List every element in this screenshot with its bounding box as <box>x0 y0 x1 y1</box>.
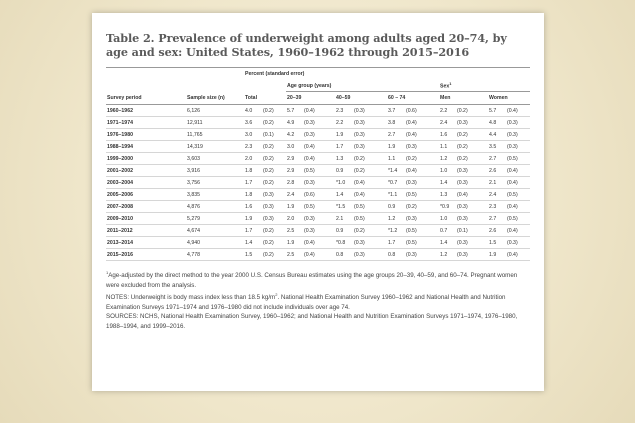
cell-total: 1.6 <box>244 201 262 213</box>
header-total: Total <box>244 92 286 105</box>
table-row <box>106 213 530 225</box>
table-row <box>106 225 530 237</box>
cell-women-se: (0.3) <box>506 141 530 153</box>
cell-women: 2.1 <box>488 177 506 189</box>
cell-period: 1960–1962 <box>106 105 186 117</box>
cell-a2: 2.1 <box>335 213 353 225</box>
header-age-20-39: 20–39 <box>286 92 335 105</box>
cell-a3: *1.4 <box>387 165 405 177</box>
cell-total-se: (0.2) <box>262 225 286 237</box>
cell-men-se: (0.3) <box>456 117 488 129</box>
cell-a2: 0.9 <box>335 225 353 237</box>
sources-text: SOURCES: NCHS, National Health Examination Survey, 1960–1962; and National Health and Nutrition Examination Surveys 1971–1974, 1976–1980, 1988–1994, and 1999–2016. <box>106 313 518 330</box>
cell-women: 2.4 <box>488 189 506 201</box>
cell-men-se: (0.3) <box>456 165 488 177</box>
cell-a2-se: (0.3) <box>353 117 387 129</box>
cell-a1-se: (0.4) <box>303 237 335 249</box>
cell-women: 2.7 <box>488 153 506 165</box>
cell-men-se: (0.2) <box>456 105 488 117</box>
header-sex-group: Sex$^1$ <box>439 80 530 92</box>
cell-n: 4,674 <box>186 225 244 237</box>
cell-a1: 3.0 <box>286 141 303 153</box>
cell-women: 3.5 <box>488 141 506 153</box>
cell-period: 2005–2006 <box>106 189 186 201</box>
header-women: Women <box>488 92 530 105</box>
cell-total: 1.4 <box>244 237 262 249</box>
cell-women: 4.8 <box>488 117 506 129</box>
cell-women: 1.5 <box>488 237 506 249</box>
cell-total: 2.3 <box>244 141 262 153</box>
cell-period: 2013–2014 <box>106 237 186 249</box>
header-sample-size: Sample size (n) <box>186 92 244 105</box>
cell-a3: 1.2 <box>387 213 405 225</box>
cell-women: 5.7 <box>488 105 506 117</box>
cell-total: 2.0 <box>244 153 262 165</box>
cell-a2-se: (0.3) <box>353 237 387 249</box>
cell-a2-se: (0.5) <box>353 201 387 213</box>
cell-men: 0.7 <box>439 225 456 237</box>
cell-a1: 2.9 <box>286 153 303 165</box>
table-row <box>106 117 530 129</box>
cell-a3: 2.7 <box>387 129 405 141</box>
cell-a3-se: (0.5) <box>405 189 439 201</box>
cell-a2-se: (0.2) <box>353 225 387 237</box>
table-row <box>106 189 530 201</box>
cell-a1: 2.8 <box>286 177 303 189</box>
cell-women: 2.6 <box>488 225 506 237</box>
cell-a2: 1.4 <box>335 189 353 201</box>
cell-women-se: (0.4) <box>506 105 530 117</box>
cell-a3-se: (0.6) <box>405 105 439 117</box>
table-row <box>106 201 530 213</box>
cell-n: 3,916 <box>186 165 244 177</box>
cell-women-se: (0.3) <box>506 117 530 129</box>
cell-a3: 0.9 <box>387 201 405 213</box>
cell-a3-se: (0.5) <box>405 237 439 249</box>
cell-a1: 4.2 <box>286 129 303 141</box>
cell-men: 1.2 <box>439 249 456 261</box>
cell-a2-se: (0.3) <box>353 105 387 117</box>
cell-a1-se: (0.4) <box>303 249 335 261</box>
cell-total: 3.6 <box>244 117 262 129</box>
cell-a1: 1.9 <box>286 201 303 213</box>
cell-total: 1.8 <box>244 189 262 201</box>
cell-total-se: (0.3) <box>262 189 286 201</box>
cell-a3: 1.1 <box>387 153 405 165</box>
cell-n: 4,876 <box>186 201 244 213</box>
cell-a3-se: (0.4) <box>405 129 439 141</box>
cell-men: 2.2 <box>439 105 456 117</box>
cell-women-se: (0.5) <box>506 189 530 201</box>
cell-women: 2.6 <box>488 165 506 177</box>
cell-n: 5,279 <box>186 213 244 225</box>
cell-men-se: (0.2) <box>456 141 488 153</box>
cell-a1: 1.9 <box>286 237 303 249</box>
cell-a2-se: (0.4) <box>353 177 387 189</box>
cell-women: 2.7 <box>488 213 506 225</box>
table-row <box>106 165 530 177</box>
cell-n: 11,765 <box>186 129 244 141</box>
cell-men: 2.4 <box>439 117 456 129</box>
cell-a3: *1.1 <box>387 189 405 201</box>
cell-a3-se: (0.3) <box>405 177 439 189</box>
cell-a1-se: (0.5) <box>303 201 335 213</box>
header-men: Men <box>439 92 488 105</box>
cell-women-se: (0.3) <box>506 237 530 249</box>
cell-women-se: (0.4) <box>506 225 530 237</box>
cell-men: 1.3 <box>439 189 456 201</box>
cell-men-se: (0.3) <box>456 249 488 261</box>
header-age-60-74: 60 – 74 <box>387 92 439 105</box>
header-survey-period: Survey period <box>106 92 186 105</box>
cell-a3-se: (0.5) <box>405 225 439 237</box>
cell-men-se: (0.1) <box>456 225 488 237</box>
cell-n: 3,756 <box>186 177 244 189</box>
cell-n: 6,126 <box>186 105 244 117</box>
header-age-group: Age group (years) <box>286 80 439 92</box>
cell-total: 1.7 <box>244 177 262 189</box>
cell-a3-se: (0.4) <box>405 165 439 177</box>
cell-men: 1.1 <box>439 141 456 153</box>
cell-total-se: (0.2) <box>262 249 286 261</box>
cell-total: 3.0 <box>244 129 262 141</box>
cell-a1-se: (0.4) <box>303 141 335 153</box>
cell-n: 3,603 <box>186 153 244 165</box>
cell-n: 4,940 <box>186 237 244 249</box>
cell-a2-se: (0.2) <box>353 165 387 177</box>
cell-period: 2003–2004 <box>106 177 186 189</box>
cell-n: 14,319 <box>186 141 244 153</box>
header-percent-group: Percent (standard error) <box>244 68 530 81</box>
cell-a1: 2.4 <box>286 189 303 201</box>
cell-a1: 2.0 <box>286 213 303 225</box>
cell-a2: *0.8 <box>335 237 353 249</box>
cell-a3-se: (0.3) <box>405 141 439 153</box>
cell-a3: *0.7 <box>387 177 405 189</box>
cell-a2-se: (0.5) <box>353 213 387 225</box>
cell-total-se: (0.1) <box>262 129 286 141</box>
cell-a3-se: (0.2) <box>405 201 439 213</box>
header-age-40-59: 40–59 <box>335 92 387 105</box>
cell-women: 4.4 <box>488 129 506 141</box>
cell-a1: 5.7 <box>286 105 303 117</box>
cell-a2: 1.7 <box>335 141 353 153</box>
cell-a2: 2.3 <box>335 105 353 117</box>
cell-a1-se: (0.3) <box>303 213 335 225</box>
cell-total-se: (0.2) <box>262 105 286 117</box>
notes-text: NOTES: Underweight is body mass index less than 18.5 $kg/m^2$. National Health Examination Survey 1960–1962 and National Health and Nutrition Examination Surveys 1971–1974 and 1976–1980 did not include individuals over age 74. <box>106 292 506 311</box>
cell-total-se: (0.2) <box>262 165 286 177</box>
cell-a3: 1.9 <box>387 141 405 153</box>
cell-total: 1.5 <box>244 249 262 261</box>
cell-a1-se: (0.4) <box>303 105 335 117</box>
cell-period: 1971–1974 <box>106 117 186 129</box>
cell-a3: 1.7 <box>387 237 405 249</box>
cell-women-se: (0.4) <box>506 177 530 189</box>
cell-men-se: (0.3) <box>456 201 488 213</box>
cell-a3-se: (0.4) <box>405 117 439 129</box>
cell-men: 1.0 <box>439 213 456 225</box>
cell-women-se: (0.5) <box>506 153 530 165</box>
cell-a1-se: (0.4) <box>303 153 335 165</box>
table-row <box>106 237 530 249</box>
cell-a2-se: (0.2) <box>353 153 387 165</box>
cell-a2: 0.9 <box>335 165 353 177</box>
cell-total-se: (0.2) <box>262 177 286 189</box>
cell-women-se: (0.4) <box>506 165 530 177</box>
cell-men: 1.6 <box>439 129 456 141</box>
cell-a3: 0.8 <box>387 249 405 261</box>
table-card <box>92 13 544 391</box>
cell-men-se: (0.2) <box>456 153 488 165</box>
table-row <box>106 129 530 141</box>
cell-men: *0.9 <box>439 201 456 213</box>
cell-a1: 4.9 <box>286 117 303 129</box>
cell-period: 1988–1994 <box>106 141 186 153</box>
cell-n: 3,835 <box>186 189 244 201</box>
cell-men-se: (0.4) <box>456 189 488 201</box>
data-table <box>106 67 530 261</box>
cell-men: 1.0 <box>439 165 456 177</box>
cell-a1-se: (0.3) <box>303 225 335 237</box>
cell-total-se: (0.3) <box>262 213 286 225</box>
footnote: $^1$Age-adjusted by the direct method to the year 2000 U.S. Census Bureau estimates using the age groups 20–39, 40–59, and 60–74. Pregnant women were excluded from the analysis. <box>106 270 518 289</box>
cell-a2: *1.0 <box>335 177 353 189</box>
cell-women-se: (0.5) <box>506 213 530 225</box>
cell-a1: 2.5 <box>286 225 303 237</box>
cell-period: 2007–2008 <box>106 201 186 213</box>
cell-period: 1999–2000 <box>106 153 186 165</box>
cell-a2: 1.3 <box>335 153 353 165</box>
cell-men: 1.4 <box>439 237 456 249</box>
table-row <box>106 153 530 165</box>
cell-a2: 2.2 <box>335 117 353 129</box>
table-row <box>106 141 530 153</box>
cell-n: 12,911 <box>186 117 244 129</box>
cell-men-se: (0.3) <box>456 237 488 249</box>
cell-a3: *1.2 <box>387 225 405 237</box>
table-notes <box>106 268 530 331</box>
cell-men-se: (0.3) <box>456 177 488 189</box>
cell-men: 1.4 <box>439 177 456 189</box>
cell-total-se: (0.2) <box>262 117 286 129</box>
cell-a3-se: (0.3) <box>405 213 439 225</box>
cell-a2-se: (0.3) <box>353 129 387 141</box>
cell-men: 1.2 <box>439 153 456 165</box>
cell-a1-se: (0.3) <box>303 177 335 189</box>
cell-a1-se: (0.6) <box>303 189 335 201</box>
cell-women-se: (0.4) <box>506 201 530 213</box>
table-row <box>106 177 530 189</box>
cell-total-se: (0.2) <box>262 153 286 165</box>
cell-total-se: (0.2) <box>262 141 286 153</box>
cell-men-se: (0.3) <box>456 213 488 225</box>
cell-a3-se: (0.2) <box>405 153 439 165</box>
cell-n: 4,778 <box>186 249 244 261</box>
cell-period: 2011–2012 <box>106 225 186 237</box>
cell-a2: 1.9 <box>335 129 353 141</box>
cell-period: 2015–2016 <box>106 249 186 261</box>
cell-total: 1.7 <box>244 225 262 237</box>
cell-period: 2001–2002 <box>106 165 186 177</box>
cell-women: 2.3 <box>488 201 506 213</box>
cell-a2: *1.5 <box>335 201 353 213</box>
table-row <box>106 105 530 117</box>
cell-a2: 0.8 <box>335 249 353 261</box>
cell-men-se: (0.2) <box>456 129 488 141</box>
cell-total: 4.0 <box>244 105 262 117</box>
cell-a1: 2.9 <box>286 165 303 177</box>
cell-total-se: (0.2) <box>262 237 286 249</box>
cell-a1-se: (0.3) <box>303 117 335 129</box>
cell-a2-se: (0.3) <box>353 141 387 153</box>
cell-a1: 2.5 <box>286 249 303 261</box>
cell-total: 1.9 <box>244 213 262 225</box>
cell-total: 1.8 <box>244 165 262 177</box>
cell-a3: 3.8 <box>387 117 405 129</box>
cell-total-se: (0.3) <box>262 201 286 213</box>
cell-women-se: (0.3) <box>506 129 530 141</box>
cell-women-se: (0.4) <box>506 249 530 261</box>
cell-a3-se: (0.3) <box>405 249 439 261</box>
cell-period: 2009–2010 <box>106 213 186 225</box>
cell-a2-se: (0.3) <box>353 249 387 261</box>
cell-period: 1976–1980 <box>106 129 186 141</box>
cell-a1-se: (0.3) <box>303 129 335 141</box>
header-blank <box>106 68 186 81</box>
table-row <box>106 249 530 261</box>
cell-a3: 3.7 <box>387 105 405 117</box>
table-title: Table 2. Prevalence of underweight among adults aged 20–74, by age and sex: United States, 1960–1962 through 2015–2016 <box>106 31 507 59</box>
cell-a1-se: (0.5) <box>303 165 335 177</box>
cell-women: 1.9 <box>488 249 506 261</box>
cell-a2-se: (0.4) <box>353 189 387 201</box>
